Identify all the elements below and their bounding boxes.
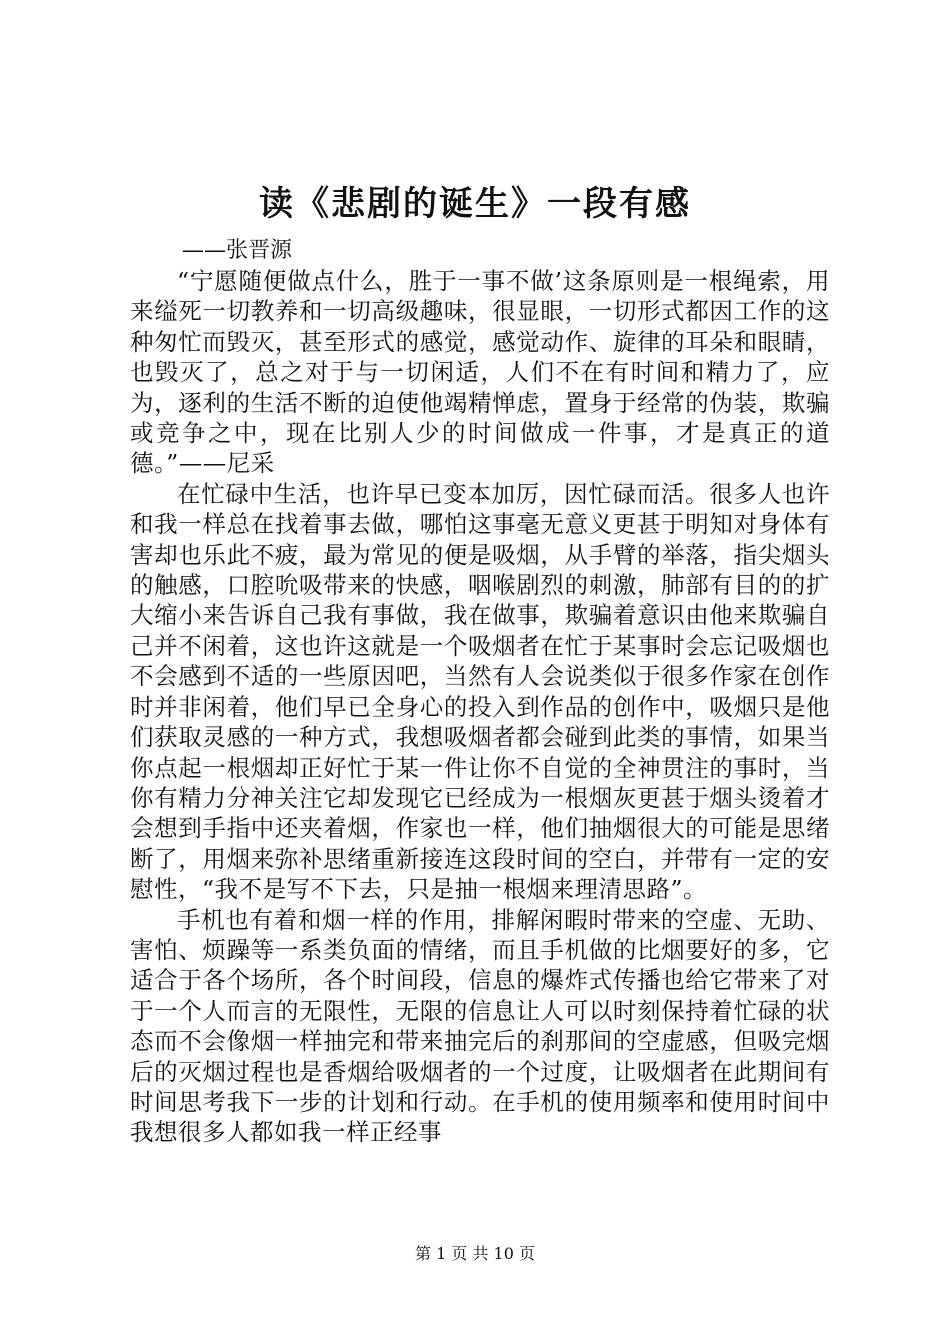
paragraph-quote: “宁愿随便做点什么，胜于一事不做’这条原则是一根绳索，用来缢死一切教养和一切高级趣味，很显眼，一切形式都因工作的这种匆忙而毁灭，甚至形式的感觉，感觉动作、旋律的耳朵和眼睛，也毁灭了，总之对于与一切闲适，人们不在有时间和精力了，应为，逐利的生活不断的迫使他竭精惮虑，置身于经常的伪装，欺骗或竞争之中，现在比别人少的时间做成一件事，才是真正的道德。”——尼采 <box>130 267 830 478</box>
page-footer: 第 1 页 共 10 页 <box>415 1244 535 1263</box>
paragraph-phone: 手机也有着和烟一样的作用，排解闲暇时带来的空虚、无助、害怕、烦躁等一系类负面的情绪，而且手机做的比烟要好的多，它适合于各个场所，各个时间段，信息的爆炸式传播也给它带来了对于一个人而言的无限性，无限的信息让人可以时刻保持着忙碌的状态而不会像烟一样抽完和带来抽完后的刹那间的空虚感，但吸完烟后的灭烟过程也是香烟给吸烟者的一个过度，让吸烟者在此期间有时间思考我下一步的计划和行动。在手机的使用频率和使用时间中我想很多人都如我一样正经事 <box>130 905 830 1147</box>
paragraph-smoking: 在忙碌中生活，也许早已变本加厉，因忙碌而活。很多人也许和我一样总在找着事去做，哪怕这事毫无意义更甚于明知对身体有害却也乐此不疲，最为常见的便是吸烟，从手臂的举落，指尖烟头的触感，口腔吮吸带来的快感，咽喉剧烈的刺激，肺部有目的的扩大缩小来告诉自己我有事做，我在做事，欺骗着意识由他来欺骗自己并不闲着，这也许这就是一个吸烟者在忙于某事时会忘记吸烟也不会感到不适的一些原因吧，当然有人会说类似于很多作家在创作时并非闲着，他们早已全身心的投入到作品的创作中，吸烟只是他们获取灵感的一种方式，我想吸烟者都会碰到此类的事情，如果当你点起一根烟却正好忙于某一件让你不自觉的全神贯注的事时，当你有精力分神关注它却发现它已经成为一根烟灰更甚于烟头烫着才会想到手指中还夹着烟，作家也一样，他们抽烟很大的可能是思绪断了，用烟来弥补思绪重新接连这段时间的空白，并带有一定的安慰性，“我不是写不下去，只是抽一根烟来理清思路”。 <box>130 479 830 904</box>
author-line: ——张晋源 <box>182 238 293 263</box>
document-title: 读《悲剧的诞生》一段有感 <box>259 184 691 224</box>
document-body <box>130 266 830 1148</box>
